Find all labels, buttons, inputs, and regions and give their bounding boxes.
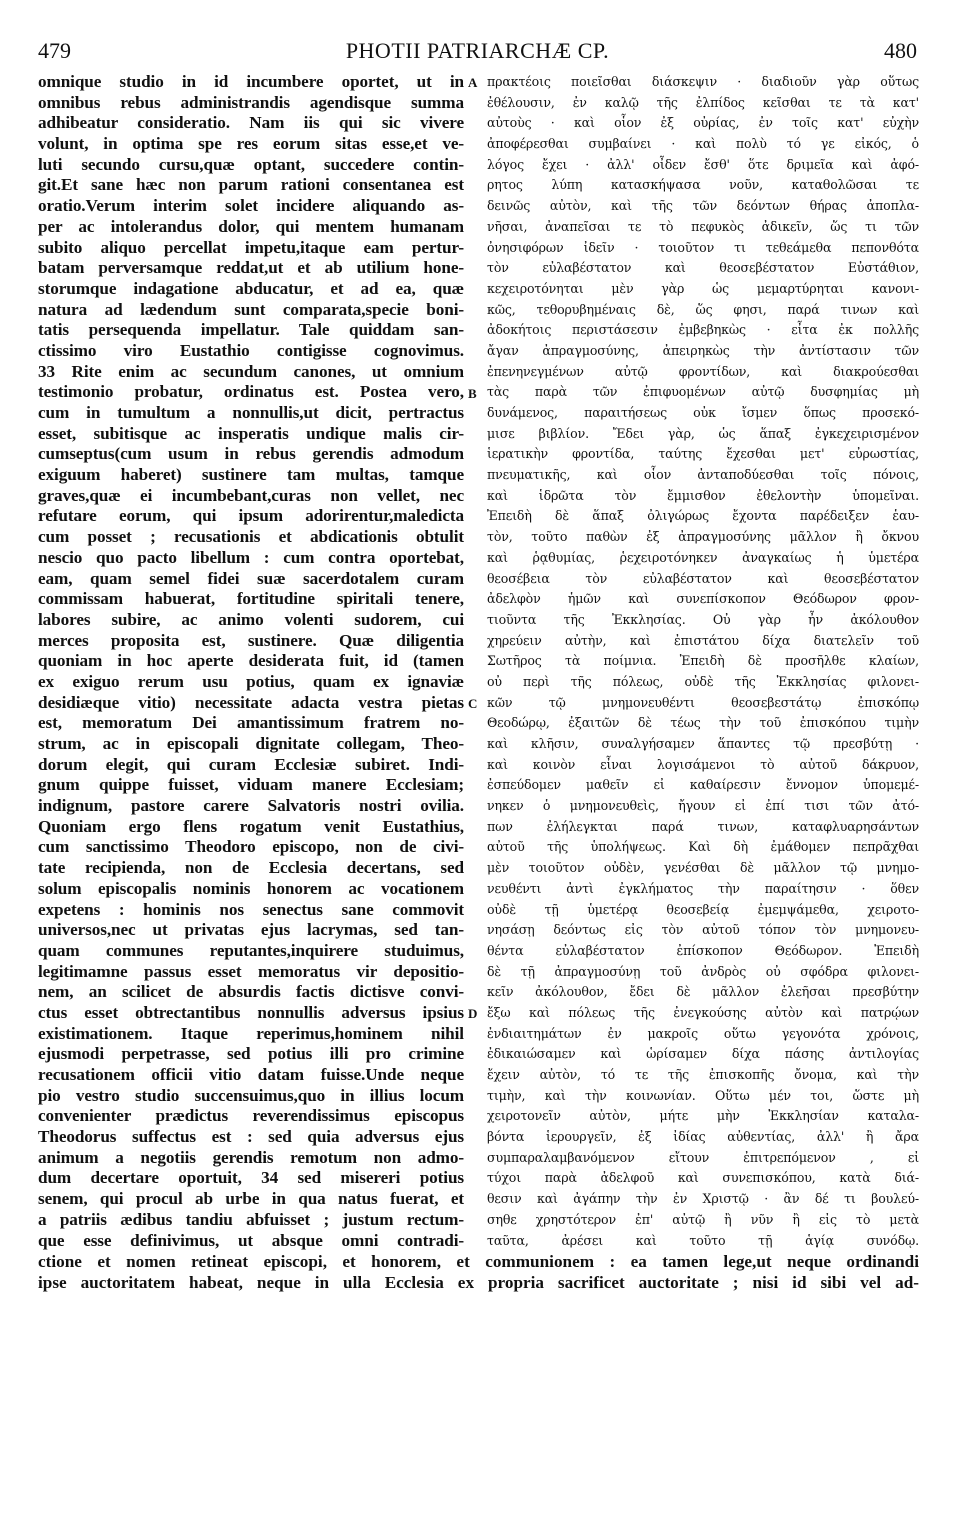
latin-text-line: merces proposita est, sustinere. Quæ diligentia: [38, 630, 464, 650]
greek-text-line: δυνάμενος, παραιτήσεως οὐκ ἴσμεν ὅπως προσεκό-: [487, 405, 919, 420]
greek-text-line: ταῦτα, ἀρέσει καὶ τοῦτο τῇ ἁγίᾳ συνόδῳ.: [487, 1232, 919, 1248]
full-width-text-line: ipse auctoritatem habeat, neque in ulla Ecclesia ex propria sacrificet auctoritate ; nisi id sibi vel ad-: [38, 1272, 919, 1292]
page-number-right: 480: [884, 38, 917, 63]
greek-column: [487, 72, 919, 1251]
greek-text-line: τύχοι παρὰ ἀδελφοῦ καὶ συνεπισκόπου, κατὰ διά-: [487, 1170, 919, 1186]
greek-text-line: κεχειροτόνηται μὲν γὰρ ὡς μεμαρτύρηται κανονι-: [487, 280, 919, 296]
latin-text-line: omnique studio in id incumbere oportet, ut in: [38, 72, 464, 91]
latin-text-line: gnum quippe fuisset, viduam manere Ecclesiam;: [38, 775, 464, 795]
full-width-text-line: ctione et nomen retineat episcopi, et honorem, et communionem : ea tamen lege,ut neque ordinandi: [38, 1251, 919, 1271]
latin-text-line: ex exiguo rerum usu potius, quam ex ignaviæ: [38, 671, 464, 691]
latin-text-line: Theodorus suffectus est : sed quia adversus ejus: [38, 1127, 464, 1147]
latin-text-line: indignum, pastore carere Salvatoris nostri ovilia.: [38, 796, 464, 816]
latin-text-line: eam, quam semel fidei suæ sacerdotalem curam: [38, 568, 464, 588]
greek-text-line: καὶ κοινὸν εἶναι λογισάμενοι τὸ αὐτοῦ δάκρυον,: [487, 756, 919, 772]
greek-text-line: ἔξω καὶ πόλεως τῆς ἐνεγκούσης αὐτὸν καὶ πατρῴων: [487, 1004, 919, 1020]
latin-text-line: subito aliquo percellat impetu,itaque eam pertur-: [38, 237, 464, 257]
full-width-text: [38, 1252, 919, 1293]
latin-text-line: per ac intolerandus dolor, qui mentem humanam: [38, 216, 464, 236]
latin-text-line: que esse definivimus, ut absque omni contradi-: [38, 1230, 464, 1250]
margin-marker-c: C: [468, 696, 478, 711]
greek-text-line: καὶ ῥᾳθυμίας, ῥεχειροτόνηκεν ἀναγκαίως ἡ ὑμετέρα: [487, 549, 919, 565]
latin-text-line: oratio.Verum interim solet incidere aliquando as-: [38, 196, 464, 216]
latin-text-line: ejusmodi perpetrasse, sed potius illi pro crimine: [38, 1044, 464, 1064]
latin-text-line: labores subire, ac animo volenti sudorem, cui: [38, 609, 464, 629]
greek-text-line: χηρεύειν αὐτὴν, καὶ ἐπιστάτου δίχα διατελεῖν τοῦ: [487, 632, 919, 648]
latin-text-line: ctus esset obtrectantibus nonnullis adversus ipsius: [38, 1002, 464, 1022]
greek-text-line: ἐδικαιώσαμεν καὶ ὡρίσαμεν δίχα πάσης ἀντιλογίας: [487, 1046, 919, 1062]
latin-text-line: omnibus rebus administrandis agendisque summa: [38, 92, 464, 112]
latin-text-line: git.Et sane hæc non parum rationi consentanea est: [38, 175, 464, 195]
greek-text-line: οὐ περὶ τῆς πόλεως, οὐδὲ τῆς Ἐκκλησίας φιλονει-: [487, 673, 919, 689]
latin-text-line: desidiæque vitio) necessitate adacta vestra pietas: [38, 692, 464, 712]
greek-text-line: πρακτέοις ποιεῖσθαι διάσκεψιν · διαδιοῦν γὰρ οὕτως: [487, 74, 919, 89]
latin-text-line: senem, qui procul ab urbe in qua natus fuerat, et: [38, 1189, 464, 1209]
greek-text-line: ἐσπεύδομεν μαθεῖν εἰ καθαίρεσιν ἔννομον ὑπομεμέ-: [487, 777, 919, 793]
greek-text-line: νευθέντι ἀντὶ ἐγκλήματος τὴν παραίτησιν · ὅθεν: [487, 880, 919, 896]
greek-text-line: μὲν τοιοῦτον οὐδὲν, γενέσθαι δὲ μᾶλλον τῷ μνημο-: [487, 860, 919, 876]
latin-text-line: graves,quæ ei incumbebant,curas non vellet, nec: [38, 485, 464, 505]
latin-text-line: quoniam in hoc aperte desiderata fuit, id (tamen: [38, 651, 464, 671]
latin-text-line: cum posset ; recusationis et abdicationis obtulit: [38, 527, 464, 547]
greek-text-line: τιμὴν, καὶ τὴν κοινωνίαν. Οὕτω μέν τοι, ὥστε μὴ: [487, 1087, 919, 1103]
greek-text-line: συμπαραλαμβανόμενον εἴτουν ἐπιτρεπόμενον , εἰ: [487, 1149, 919, 1165]
latin-text-line: strum, ac in episcopali dignitate collegam, Theo-: [38, 734, 464, 753]
latin-text-line: refutare eorum, qui ipsum adorirentur,maledicta: [38, 506, 464, 526]
greek-text-line: θέντα εὐλαβέστατον ἐπίσκοπον Θεόδωρον. Ἐπειδὴ: [487, 942, 919, 958]
greek-text-line: κῶς, τεθορυβημέναις δὲ, ὥς φησι, παρά τινων καὶ: [487, 301, 919, 317]
greek-text-line: ἀδοκήτοις περιστάσεσιν ἐμβεβηκὼς · εἶτα ἐκ πολλῆς: [487, 322, 919, 338]
latin-text-line: ctissimo viro Eustathio contigisse cognovimus.: [38, 340, 464, 360]
page-header: [38, 38, 917, 64]
greek-text-line: θεσιν καὶ ἀγάπην τὴν ἐν Χριστῷ · ἂν δέ τι βουλεύ-: [487, 1191, 919, 1207]
latin-text-line: expetens : hominis nos senectus sane commovit: [38, 899, 464, 919]
greek-text-line: δεινῶς αὐτὸν, καὶ τῆς τῶν δεόντων θήρας ἀποπλα-: [487, 198, 919, 214]
greek-text-line: ρητος λύπη κατασκήψασα νοῦν, καταθολῶσαι τε: [487, 177, 919, 193]
latin-text-line: batam perversamque reddat,ut et ab utilium hone-: [38, 258, 464, 278]
latin-text-line: pio vestro studio succensuimus,quo in illius locum: [38, 1085, 464, 1105]
greek-text-line: τὰς παρὰ τῶν ἐπιφυομένων αὐτῷ δυσφημίας μὴ: [487, 384, 919, 400]
margin-marker-d: D: [468, 1006, 478, 1021]
latin-text-line: testimonio probatur, ordinatus est. Postea vero,: [38, 382, 464, 402]
latin-text-line: tatis persequenda impellatur. Tale quiddam san-: [38, 320, 464, 340]
latin-text-line: 33 Rite enim ac secundum canones, ut omnium: [38, 361, 464, 381]
latin-text-line: natura ad lædendum sunt comparata,specie boni-: [38, 299, 464, 319]
latin-text-line: cumseptus(cum usum in rebus gerendis admodum: [38, 444, 464, 464]
running-title: PHOTII PATRIARCHÆ CP.: [345, 38, 610, 63]
latin-text-line: a patriis ædibus tandiu abfuisset ; justum rectum-: [38, 1209, 464, 1229]
latin-text-line: cum sanctissimo Theodoro episcopo, non de civi-: [38, 837, 464, 857]
latin-text-line: nem, an scilicet de absurdis factis dictisve convi-: [38, 982, 464, 1002]
greek-text-line: ἄγαν ἀπραγμοσύνης, ἀπειρηκὼς τὴν ἀντίστασιν τῶν: [487, 342, 919, 358]
greek-text-line: αὐτοὺς · καὶ οἷον ἐξ οὐρίας, ἐν τοῖς κατ' εὐχὴν: [487, 115, 919, 131]
greek-text-line: λόγος ἔχει · ἀλλ' οἶδεν ἔσθ' ὅτε δριμεῖα καὶ ἀφό-: [487, 156, 919, 172]
greek-text-line: κῶν τῷ μνημονευθέντι θεοσεβεστάτῳ ἐπισκόπῳ: [487, 694, 919, 710]
greek-text-line: ἐπενηνεγμένων αὐτῷ φροντίδων, καὶ διακρούεσθαι: [487, 363, 919, 379]
latin-text-line: legitimamne passus esset memoratus vir depositio-: [38, 961, 464, 981]
latin-text-line: esset, subitisque ac insperatis undique malis cir-: [38, 423, 464, 443]
greek-text-line: πνευματικῆς, καὶ οἷον ἀνταποδύεσθαι τοῖς πόνοις,: [487, 467, 919, 483]
greek-text-line: νηκεν ὁ μνημονευθεὶς, ἤγουν εἰ ἐπί τισι τῶν ἀτό-: [487, 798, 919, 814]
greek-text-line: χειροτονεῖν αὐτὸν, μήτε μὴν Ἐκκλησίαν καταλα-: [487, 1108, 919, 1124]
greek-text-line: βόντα ἱερουργεῖν, ἐξ ἰδίας αὐθεντίας, ἀλλ' ἢ ἄρα: [487, 1129, 919, 1145]
greek-text-line: Ἐπειδὴ δὲ ἅπαξ ὀλιγώρως ἔχοντα παρέδειξεν ἑαυ-: [487, 508, 919, 524]
greek-text-line: καὶ κλῆσιν, συναλγήσαμεν ἅπαντες τῷ πρεσβύτῃ ·: [487, 736, 919, 751]
page-number-left: 479: [38, 38, 71, 63]
latin-text-line: quam communes reputantes,inquirere studuimus,: [38, 940, 464, 960]
greek-text-line: ἀποφέρεσθαι συμβαίνει · καὶ πολὺ τό γε εἰκός, ὁ: [487, 136, 919, 152]
latin-text-line: existimationem. Itaque reperimus,hominem nihil: [38, 1023, 464, 1043]
greek-text-line: πων ἐλήλεγκται παρά τινων, καταφλυαρησάντων: [487, 818, 919, 834]
greek-text-line: οὐδὲ τῇ ὑμετέρᾳ θεοσεβείᾳ ἐμεμψάμεθα, χειροτο-: [487, 901, 919, 917]
greek-text-line: θεοσέβεια τὸν εὐλαβέστατον καὶ θεοσεβέστατον: [487, 570, 919, 586]
greek-text-line: σηθε χρηστότερον ἐπ' αὐτῷ ἢ νῦν ἢ εἰς τὸ μετὰ: [487, 1211, 919, 1227]
greek-text-line: ἔχειν αὐτὸν, τό τε τῆς ἐπισκοπῆς ὄνομα, καὶ τὴν: [487, 1067, 919, 1082]
latin-text-line: nescio quo pacto libellum : cum contra oportebat,: [38, 547, 464, 567]
latin-column: [38, 72, 464, 1251]
greek-text-line: δὲ τῇ ἀπραγμοσύνῃ τοῦ ἀνδρὸς οὐ σφόδρα φιλονει-: [487, 963, 919, 979]
greek-text-line: ἐνδιαιτημάτων ἐν μακροῖς οὕτω γεγονότα χρόνοις,: [487, 1025, 919, 1041]
greek-text-line: ἱερατικὴν φροντίδα, ταύτης ἔχεσθαι μετ' εὐρωστίας,: [487, 446, 919, 462]
latin-text-line: convenienter prædictus reverendissimus episcopus: [38, 1106, 464, 1126]
latin-text-line: Quoniam ergo flens rogatum venit Eustathius,: [38, 816, 464, 836]
latin-text-line: animum a negotiis gerendis remotum non admo-: [38, 1147, 464, 1167]
greek-text-line: ἀδελφὸν ἡμῶν καὶ συνεπίσκοπον Θεόδωρον φρον-: [487, 591, 919, 607]
latin-text-line: universos,nec ut privatas ejus lacrymas, sed tan-: [38, 920, 464, 940]
greek-text-line: ὀνησιφόρων ἰδεῖν · τοιοῦτον τι τεθεάμεθα πεπονθότα: [487, 239, 919, 255]
greek-text-line: νησάσῃ δεόντως εἰς τὸν αὐτοῦ τόπον τὸν μνημονευ-: [487, 922, 919, 938]
greek-text-line: τὸν, τοῦτο παθὼν ἐξ ἀπραγμοσύνης μᾶλλον ἢ ὄκνου: [487, 529, 919, 545]
latin-text-line: commissam habuerat, fortitudine spiritali tenere,: [38, 589, 464, 609]
greek-text-line: κεῖν ἀκόλουθον, ἔδει δὲ μᾶλλον ἐλεῆσαι πρεσβύτην: [487, 984, 919, 1000]
latin-text-line: exiguum haberet) sustinere tam multas, tamque: [38, 465, 464, 485]
latin-text-line: recusationem officii vitio datam fuisse.Unde neque: [38, 1065, 464, 1084]
margin-marker-b: B: [468, 386, 477, 401]
latin-text-line: solum episcopalis nominis honorem ac vocationem: [38, 878, 464, 898]
greek-text-line: τιοῦντα τῆς Ἐκκλησίας. Οὐ γὰρ ἦν ἀκόλουθον: [487, 611, 919, 627]
greek-text-line: ἐθέλουσιν, ἐν καλῷ τῆς ἐλπίδος κεῖσθαι τε τὰ κατ': [487, 94, 919, 110]
latin-text-line: tate recipienda, non de Ecclesia decertans, sed: [38, 858, 464, 878]
latin-text-line: cum in tumultum a nonnullis,ut dicit, pertractus: [38, 403, 464, 422]
margin-marker-a: A: [468, 75, 478, 90]
latin-text-line: storumque indagatione abducatur, et ad ea, quæ: [38, 278, 464, 298]
latin-text-line: adhibeatur consideratio. Nam iis qui sic vivere: [38, 113, 464, 133]
greek-text-line: μισε βιβλίον. Ἔδει γὰρ, ὡς ἅπαξ ἐγκεχειρισμένον: [487, 425, 919, 441]
latin-text-line: dorum elegit, qui curam Ecclesiæ subiret. Indi-: [38, 754, 464, 774]
latin-text-line: est, memoratum Dei amantissimum fratrem no-: [38, 713, 464, 733]
greek-text-line: νῆσαι, ἀναπεῖσαι τε τὸ πεφυκὸς ἀδικεῖν, ὥς τι τῶν: [487, 218, 919, 234]
greek-text-line: Θεοδώρῳ, ἐξαιτῶν δὲ τέως τὴν τοῦ ἐπισκόπου τιμὴν: [487, 715, 919, 731]
latin-text-line: volunt, in optima spe res eorum sitas esse,et ve-: [38, 134, 464, 154]
greek-text-line: καὶ ἱδρῶτα τὸν ἔμμισθον ἐθελοντὴν ὑπομεῖναι.: [487, 487, 919, 503]
greek-text-line: τὸν εὐλαβέστατον καὶ θεοσεβέστατον Εὐστάθιον,: [487, 260, 919, 276]
greek-text-line: Σωτῆρος τὰ ποίμνια. Ἐπειδὴ δὲ προσῆλθε κλαίων,: [487, 653, 919, 669]
latin-text-line: luti secundo cursu,quæ optant, succedere contin-: [38, 154, 464, 174]
latin-text-line: dum decertare oportuit, 34 sed misereri potius: [38, 1168, 464, 1188]
greek-text-line: αὐτοῦ τῆς ὑπολήψεως. Καὶ δὴ ἐμάθομεν πεπρᾶχθαι: [487, 839, 919, 855]
